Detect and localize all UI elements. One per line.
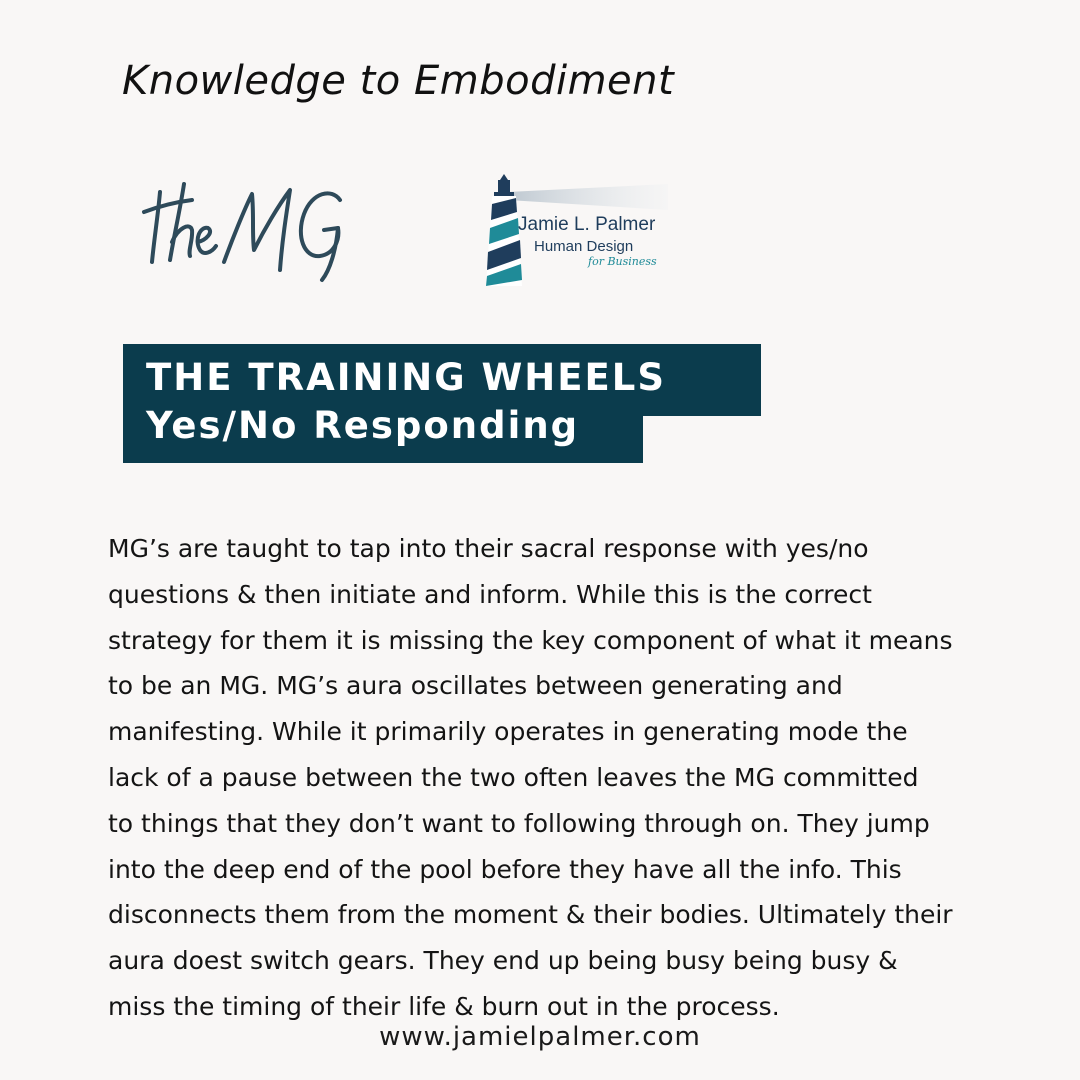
light-beam-icon <box>508 184 668 210</box>
body-line: into the deep end of the pool before they have all the info. This <box>108 854 902 884</box>
body-line: aura doest switch gears. They end up being busy being busy & <box>108 946 898 976</box>
body-line: questions & then initiate and inform. While this is the correct <box>108 579 872 609</box>
body-line: to things that they don’t want to following through on. They jump <box>108 808 930 838</box>
the-mg-script-logo <box>140 170 370 290</box>
body-line: manifesting. While it primarily operates in generating mode the <box>108 717 908 747</box>
banner-subheading: Yes/No Responding <box>146 404 580 447</box>
body-line: strategy for them it is missing the key component of what it means <box>108 625 953 655</box>
body-line: MG’s are taught to tap into their sacral response with yes/no <box>108 534 869 563</box>
body-line: lack of a pause between the two often leaves the MG committed <box>108 762 919 792</box>
body-paragraph <box>108 526 1038 1030</box>
jamie-palmer-logo <box>478 170 688 290</box>
body-line: miss the timing of their life & burn out in the process. <box>108 991 780 1021</box>
logo-subtitle: Human Design <box>534 238 634 255</box>
banner-heading: THE TRAINING WHEELS <box>146 356 666 399</box>
logo-name: Jamie L. Palmer <box>518 214 656 235</box>
body-line: disconnects them from the moment & their bodies. Ultimately their <box>108 900 953 930</box>
website-url: www.jamielpalmer.com <box>379 1022 701 1052</box>
logo-tagline: for Business <box>588 255 657 268</box>
body-line: to be an MG. MG’s aura oscillates between generating and <box>108 671 843 701</box>
page-title: Knowledge to Embodiment <box>122 58 675 104</box>
